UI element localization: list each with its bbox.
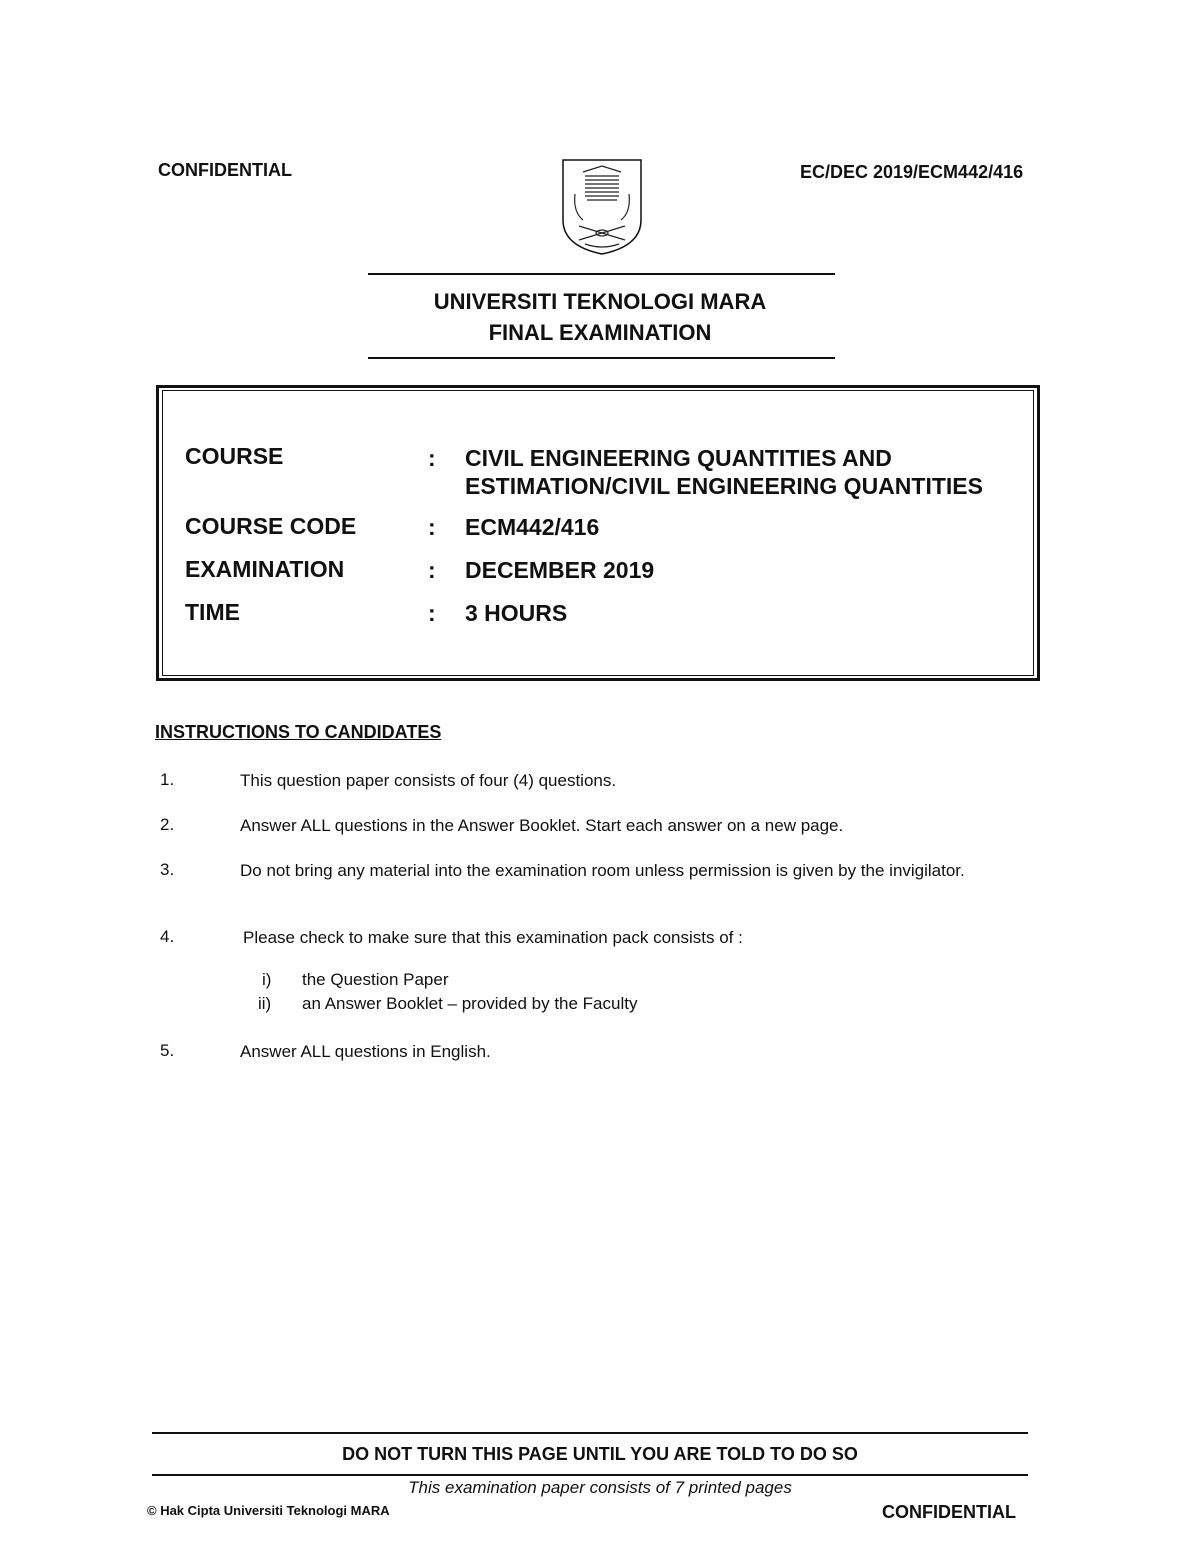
sub-item-number: i) [262,970,272,989]
course-code-label: COURSE CODE [185,513,357,539]
sub-item-text: an Answer Booklet – provided by the Faculty [302,994,638,1013]
instruction-text: Do not bring any material into the examination room unless permission is given by the invigilator. [240,861,965,880]
sub-item-text: the Question Paper [302,970,449,989]
exam-type-title: FINAL EXAMINATION [488,320,712,345]
course-value-line1: CIVIL ENGINEERING QUANTITIES AND [465,445,892,471]
sub-item-number: ii) [258,994,272,1013]
course-code-value: ECM442/416 [465,514,600,540]
instruction-number: 2. [160,815,175,834]
university-name: UNIVERSITI TEKNOLOGI MARA [433,289,767,314]
instruction-number: 5. [160,1041,175,1060]
footer-confidential: CONFIDENTIAL [882,1502,1016,1522]
footer-page-count: This examination paper consists of 7 printed pages [408,1478,792,1497]
instruction-text: Answer ALL questions in the Answer Booklet. Start each answer on a new page. [240,816,844,835]
instruction-text: Please check to make sure that this examination pack consists of : [243,928,743,947]
instruction-text: This question paper consists of four (4) questions. [240,771,617,790]
course-code-colon: : [428,514,436,540]
instruction-text: Answer ALL questions in English. [240,1042,491,1061]
time-value: 3 HOURS [465,600,568,626]
time-label: TIME [185,599,240,625]
footer-top-rule [152,1432,1028,1434]
course-label: COURSE [185,443,284,469]
examination-value: DECEMBER 2019 [465,557,655,583]
footer-warning: DO NOT TURN THIS PAGE UNTIL YOU ARE TOLD TO DO SO [342,1444,858,1464]
title-top-rule [368,273,835,275]
instructions-title: INSTRUCTIONS TO CANDIDATES [155,722,442,742]
uitm-crest-icon [561,158,643,256]
instruction-number: 1. [160,770,175,789]
examination-label: EXAMINATION [185,556,345,582]
course-colon: : [428,445,436,471]
header-confidential: CONFIDENTIAL [158,160,292,180]
examination-colon: : [428,557,436,583]
time-colon: : [428,600,436,626]
course-value-line2: ESTIMATION/CIVIL ENGINEERING QUANTITIES [465,473,983,499]
footer-copyright: © Hak Cipta Universiti Teknologi MARA [147,1503,390,1518]
title-bottom-rule [368,357,835,359]
header-exam-code: EC/DEC 2019/ECM442/416 [800,162,1024,182]
footer-bottom-rule [152,1474,1028,1476]
instruction-number: 4. [160,927,175,946]
instruction-number: 3. [160,860,175,879]
